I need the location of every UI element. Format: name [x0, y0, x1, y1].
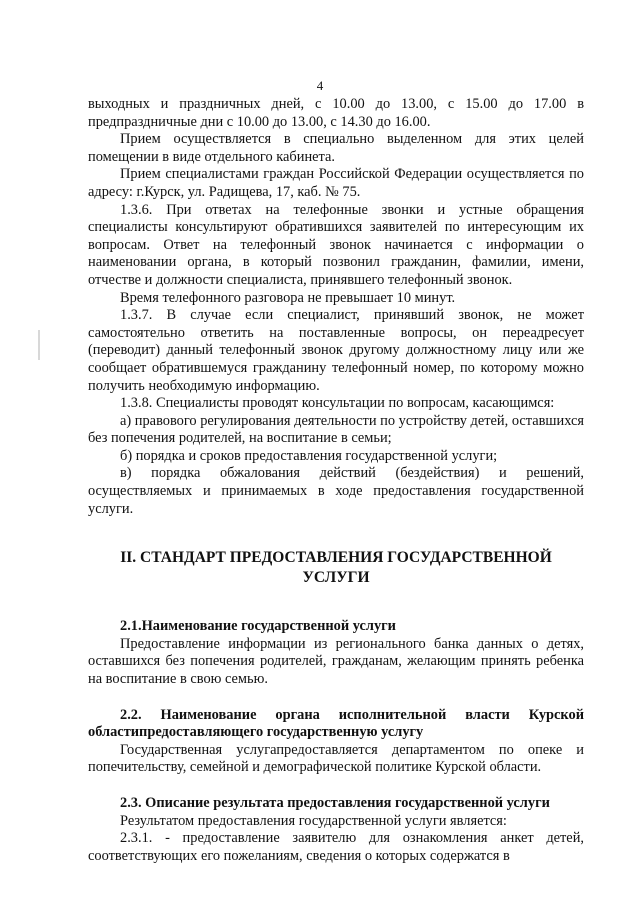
- section-title: II. СТАНДАРТ ПРЕДОСТАВЛЕНИЯ ГОСУДАРСТВЕННОЙ УСЛУГИ: [120, 549, 552, 587]
- paragraph-schedule: выходных и праздничных дней, с 10.00 до 13.00, с 15.00 до 17.00 в предпраздничные дни с 10.00 до 13.00, с 14.30 до 16.00.: [88, 96, 584, 130]
- paragraph-call-duration: Время телефонного разговора не превышает 10 минут.: [120, 289, 456, 306]
- paragraph-address: Прием специалистами граждан Российской Федерации осуществляется по адресу: г.Курск, ул. Радищева, 17, каб. № 75.: [88, 166, 584, 200]
- page-number: 4: [316, 78, 324, 93]
- list-item-b: б) порядка и сроков предоставления государственной услуги;: [120, 447, 498, 464]
- heading-2-3: 2.3. Описание результата предоставления государственной услуги: [120, 795, 550, 811]
- paragraph-1-3-8: 1.3.8. Специалисты проводят консультации по вопросам, касающимся:: [120, 395, 555, 412]
- list-item-a: а) правового регулирования деятельности по устройству детей, оставшихся без попечения родителей, на воспитание в семьи;: [88, 412, 584, 447]
- paragraph-1-3-7: 1.3.7. В случае если специалист, принявший звонок, не может самостоятельно ответить на поставленные вопросы, он переадресует (переводит) данный телефонный звонок другому должностному лицу или же сообщает обратившемуся гражданину телефонный номер, по которому можно получить необходимую информацию.: [88, 307, 584, 394]
- heading-2-1: 2.1.Наименование государственной услуги: [120, 618, 396, 635]
- text-2-2: Государственная услугапредоставляется департаментом по опеке и попечительству, семейной и демографической политике Курской области.: [88, 741, 584, 776]
- text-2-3-intro: Результатом предоставления государственной услуги является:: [120, 812, 507, 829]
- scan-artifact: [38, 330, 40, 360]
- list-item-v: в) порядка обжалования действий (бездействия) и решений, осуществляемых и принимаемых в ходе предоставления государственной услуги.: [88, 465, 584, 517]
- text-2-1: Предоставление информации из регионального банка данных о детях, оставшихся без попечения родителей, гражданам, желающим принять ребенка на воспитание в свою семью.: [88, 635, 584, 688]
- paragraph-reception-room: Прием осуществляется в специально выделенном для этих целей помещении в виде отдельного кабинета.: [88, 131, 584, 165]
- text-2-3-1: 2.3.1. - предоставление заявителю для ознакомления анкет детей, соответствующих его пожеланиям, сведения о которых содержатся в: [88, 830, 584, 864]
- heading-2-2: 2.2. Наименование органа исполнительной власти Курской областипредоставляющего государственную услугу: [88, 706, 584, 741]
- paragraph-1-3-6: 1.3.6. При ответах на телефонные звонки и устные обращения специалисты консультируют обратившихся заявителей по интересующим их вопросам. Ответ на телефонный звонок начинается с информации о наименовании органа, в который позвонил гражданин, фамилии, имени, отчестве и должности специалиста, принявшего телефонный звонок.: [88, 201, 584, 288]
- document-body: [88, 96, 584, 865]
